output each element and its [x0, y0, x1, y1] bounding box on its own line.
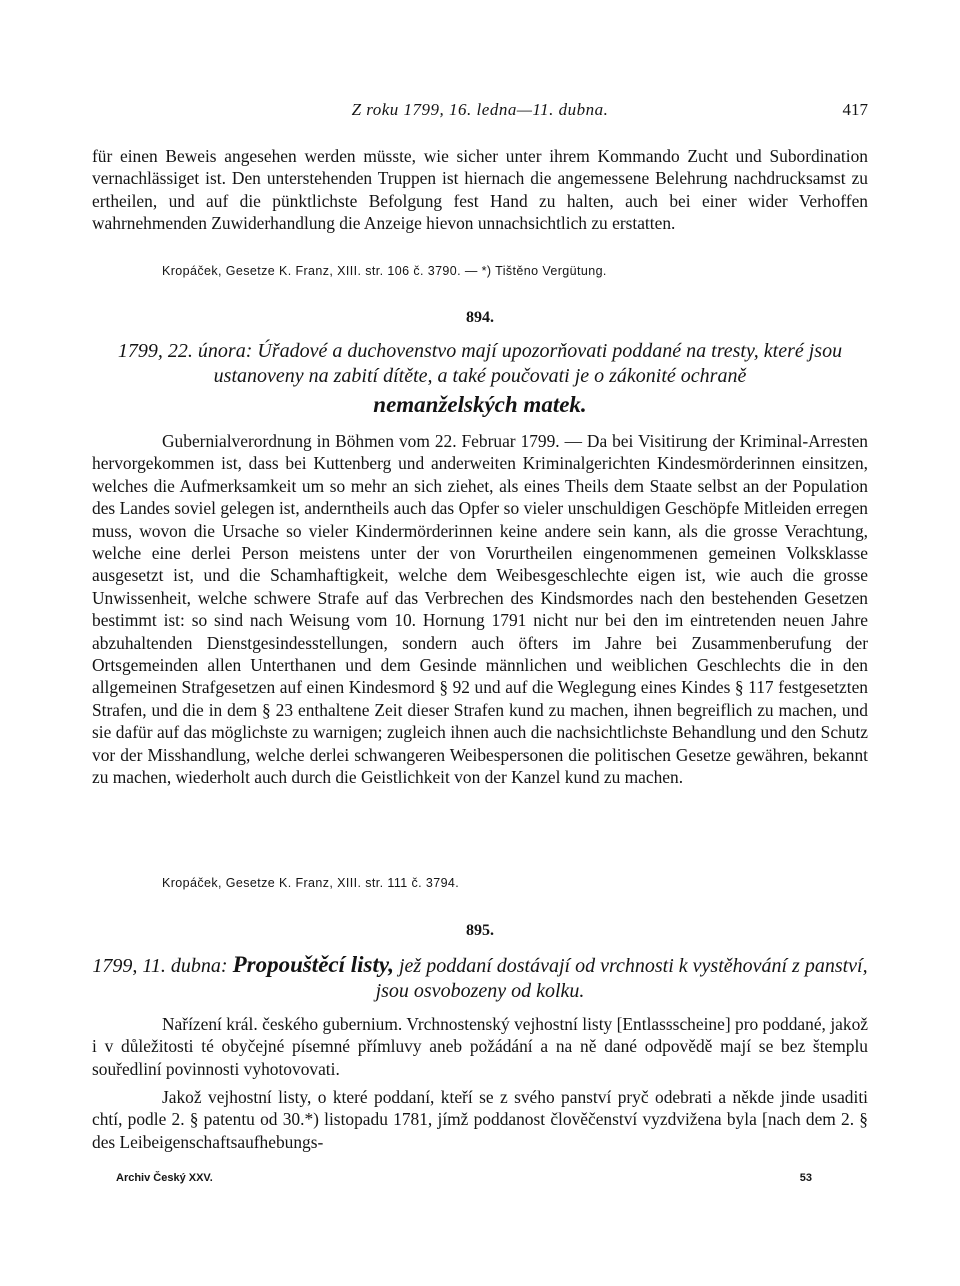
- document-title-894: [92, 339, 868, 389]
- title-date-894: 1799, 22. února:: [117, 340, 253, 362]
- body-paragraph-895: Jakož vejhostní listy, o které poddaní, kteří se z svého panství pryč odebrati a někde jinde usaditi chtí, podle 2. § patentu od 30.*) listopadu 1781, jímž poddanost člověčenství vyzdvižena byla [nach dem 2. § des Leibeigenschaftsaufhebungs-: [92, 1087, 868, 1152]
- body-paragraph-894: Gubernialverordnung in Böhmen vom 22. Februar 1799. — Da bei Visitirung der Kriminal-Arresten hervorgekommen ist, dass bei Kuttenberg und anderweiten Kriminalgerichten Kindesmörderinnen einsitzen, welches die Aufmerksamkeit um so mehr an sich ziehet, als eines Theils dem Staate selbst an der Population des Landes soviel gelegen ist, anderntheils auch das Opfer so vieler unschuldigen Geschöpfe Mitleiden erregen muss, wovon die Ursache so vieler Kindermörderinnen keine andere sein kann, als die grosse Verachtung, welche eine derlei Person meistens unter der von Vorurtheilen eingenommenen gemeinen Volksklasse ausgesetzt ist, und die Schamhaftigkeit, welche dem Weibesgeschlechte eigen ist, wie auch die grosse Unwissenheit, welche schwere Strafe auf das Verbrechen des Kindsmordes nach den bestehenden Gesetzen bestimmt ist: so sind nach Weisung vom 10. Hornung 1791 nicht nur bei den im eintretenden neuen Jahre abzuhaltenden Dienstgesindesstellungen, sondern auch öfters im Jahre bei Zusammenberufung der Ortsgemeinden allen Unterthanen und dem Gesinde männlichen und weiblichen Geschlechts die in den allgemeinen Strafgesetzen auf einen Kindesmord § 92 und auf die Weglegung eines Kindes § 117 festgesetzten Strafen, und die in dem § 23 enthaltene Zeit dieser Strafen kund zu machen, ihnen begreiflich zu machen, und sie dafür auf das möglichste zu warnigen; zugleich ihnen auch die nachsichtlichste Behandlung und den Schutz vor der Misshandlung, welche derlei schwangeren Weibespersonen die politischen Gesetze gewähren, bekannt zu machen, wiederholt auch durch die Geistlichkeit von der Kanzel kund zu machen.: [92, 431, 868, 788]
- document-title-895: [92, 952, 868, 1004]
- title-emphasis-894: nemanželských matek.: [373, 392, 587, 417]
- intro-paragraph-895: Nařízení král. českého gubernium. Vrchnostenský vejhostní listy [Entlassscheine] pro poddané, jakož i v důležitosti té obyčejné písemné přímluvy aneb požádání a na ně dané odpovědě mají se bez štemplu souředliní povinnosti vyhotovovati.: [92, 1014, 868, 1079]
- title-emphasis-895: Propouštěcí listy,: [232, 952, 394, 977]
- signature-number: 53: [799, 1172, 812, 1184]
- footer-signature: Archiv Český XXV.: [116, 1172, 213, 1184]
- running-head: Z roku 1799, 16. ledna—11. dubna.: [351, 100, 609, 119]
- document-number-895: 895.: [466, 922, 494, 939]
- title-text-894: Úřadové a duchovenstvo mají upozorňovati poddané na tresty, které jsou ustanoveny na zabití dítěte, a také poučovati je o zákonité ochraně: [213, 340, 843, 387]
- document-number-894: 894.: [466, 309, 494, 326]
- title-date-895: 1799, 11. dubna:: [92, 955, 228, 977]
- page-header: [92, 100, 868, 124]
- page-footer: [116, 1172, 812, 1192]
- source-894: Kropáček, Gesetze K. Franz, XIII. str. 111 č. 3794.: [162, 876, 460, 890]
- continuation-paragraph: für einen Beweis angesehen werden müsste, wie sicher unter ihrem Kommando Zucht und Subordination vernachlässiget ist. Den unterstehenden Truppen ist hiernach die angemessene Belehrung nachdrucksamst zu ertheilen, und auf die pünktlichste Befolgung fest Hand zu halten, auch bei einer wider Verhoffen wahrnehmenden Zuwiderhandlung die Anzeige hievon unnachsichtlich zu erstatten.: [92, 146, 868, 234]
- title-text-895: jež poddaní dostávají od vrchnosti k vystěhování z panství, jsou osvobozeny od kolku.: [375, 955, 868, 1002]
- continuation-source: Kropáček, Gesetze K. Franz, XIII. str. 106 č. 3790. — *) Tištěno Vergütung.: [162, 264, 607, 278]
- page-number: 417: [842, 100, 868, 119]
